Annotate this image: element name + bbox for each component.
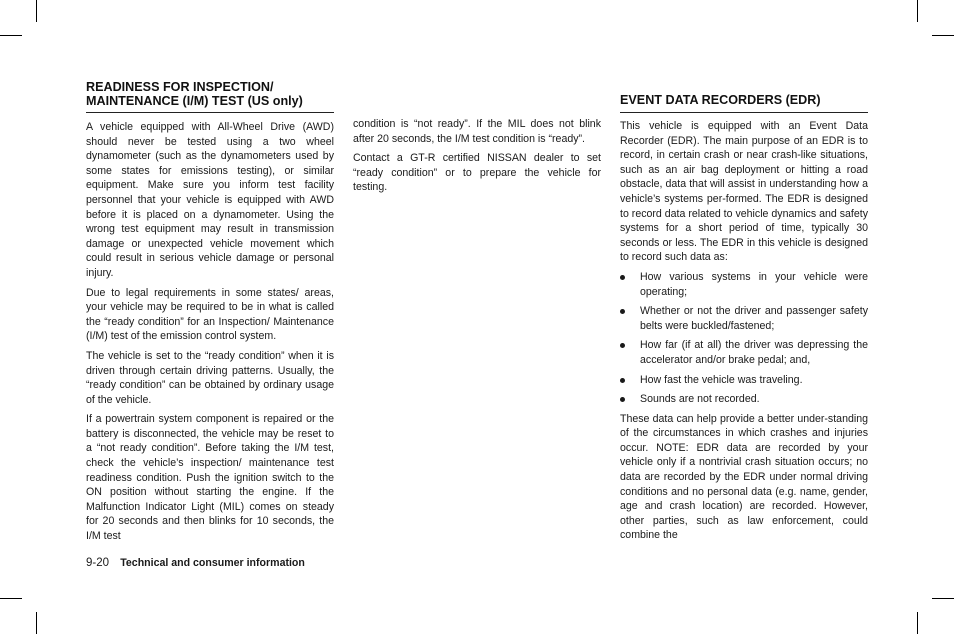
list-item-text: How various systems in your vehicle were operating;	[640, 270, 868, 298]
bullet-icon	[620, 275, 625, 280]
list-item-text: How fast the vehicle was traveling.	[640, 373, 803, 386]
list-item	[620, 338, 868, 367]
list-item-text: Sounds are not recorded.	[640, 393, 760, 406]
readiness-paragraph: Due to legal requirements in some states/ areas, your vehicle may be required to be in what is called the “ready condition” for an Inspection/ Maintenance (I/M) test of the emission control system.	[86, 286, 334, 343]
crop-mark	[932, 598, 954, 599]
bullet-icon	[620, 343, 625, 348]
crop-mark	[932, 35, 954, 36]
list-item-text: Whether or not the driver and passenger safety belts were buckled/fastened;	[640, 305, 868, 332]
page-number: 9-20	[86, 557, 110, 569]
page-footer	[86, 557, 305, 569]
crop-mark	[36, 612, 37, 634]
crop-mark	[0, 35, 22, 36]
readiness-paragraph: condition is “not ready”. If the MIL does not blink after 20 seconds, the I/M test condition is “ready”.	[353, 118, 601, 145]
readiness-column-2	[353, 117, 601, 200]
edr-heading: EVENT DATA RECORDERS (EDR)	[620, 94, 868, 113]
readiness-column-1	[86, 120, 334, 544]
readiness-heading-line1: READINESS FOR INSPECTION/	[86, 80, 274, 94]
crop-mark	[917, 0, 918, 22]
list-item-text: How far (if at all) the driver was depressing the accelerator and/or brake pedal; and,	[640, 339, 868, 366]
readiness-heading	[86, 81, 334, 113]
bullet-icon	[620, 378, 625, 383]
list-item	[620, 373, 868, 388]
section-name: Technical and consumer information	[120, 557, 305, 569]
readiness-heading-line2: MAINTENANCE (I/M) TEST (US only)	[86, 93, 303, 108]
list-item	[620, 392, 868, 407]
bullet-icon	[620, 309, 625, 314]
readiness-paragraph: Contact a GT-R certified NISSAN dealer to set “ready condition” or to prepare the vehicle for testing.	[353, 152, 601, 194]
bullet-icon	[620, 397, 625, 402]
edr-intro-paragraph: This vehicle is equipped with an Event Data Recorder (EDR). The main purpose of an EDR is to record, in certain crash or near crash-like situations, such as an air bag deployment or hitting a road obstacle, data that will assist in understanding how a vehicle’s systems per-formed. The EDR is designed to record data related to vehicle dynamics and safety systems for a short period of time, typically 30 seconds or less. The EDR in this vehicle is designed to record such data as:	[620, 120, 868, 264]
edr-closing-paragraph: These data can help provide a better under-standing of the circumstances in which crashes and injuries occur. NOTE: EDR data are recorded by your vehicle only if a nontrivial crash situation occurs; no data are recorded by the EDR under normal driving conditions and no personal data (e.g. name, gender, age and crash location) are recorded. However, other parties, such as law enforcement, could combine the	[620, 412, 868, 542]
readiness-paragraph: A vehicle equipped with All-Wheel Drive (AWD) should never be tested using a two wheel dynamometer (such as the dynamometers used by some states for emissions testing), or similar equipment. Make sure you inform test facility personnel that your vehicle is equipped with AWD before it is placed on a dynamometer. Using the wrong test equipment may result in transmission damage or unexpected vehicle movement which could result in serious vehicle damage or personal injury.	[86, 121, 334, 279]
crop-mark	[36, 0, 37, 22]
readiness-paragraph: The vehicle is set to the “ready condition” when it is driven through certain driving patterns. Usually, the “ready condition” can be obtained by ordinary usage of the vehicle.	[86, 349, 334, 406]
edr-bullet-list	[620, 270, 868, 407]
crop-mark	[917, 612, 918, 634]
edr-column	[620, 119, 868, 543]
list-item	[620, 304, 868, 333]
readiness-paragraph: If a powertrain system component is repaired or the battery is disconnected, the vehicle may be reset to a “not ready condition”. Before taking the I/M test, check the vehicle’s inspection/ maintenance test readiness condition. Push the ignition switch to the ON position without starting the engine. If the Malfunction Indicator Light (MIL) comes on steady for 20 seconds and then blinks for 10 seconds, the I/M test	[86, 413, 334, 543]
list-item	[620, 270, 868, 299]
crop-mark	[0, 598, 22, 599]
